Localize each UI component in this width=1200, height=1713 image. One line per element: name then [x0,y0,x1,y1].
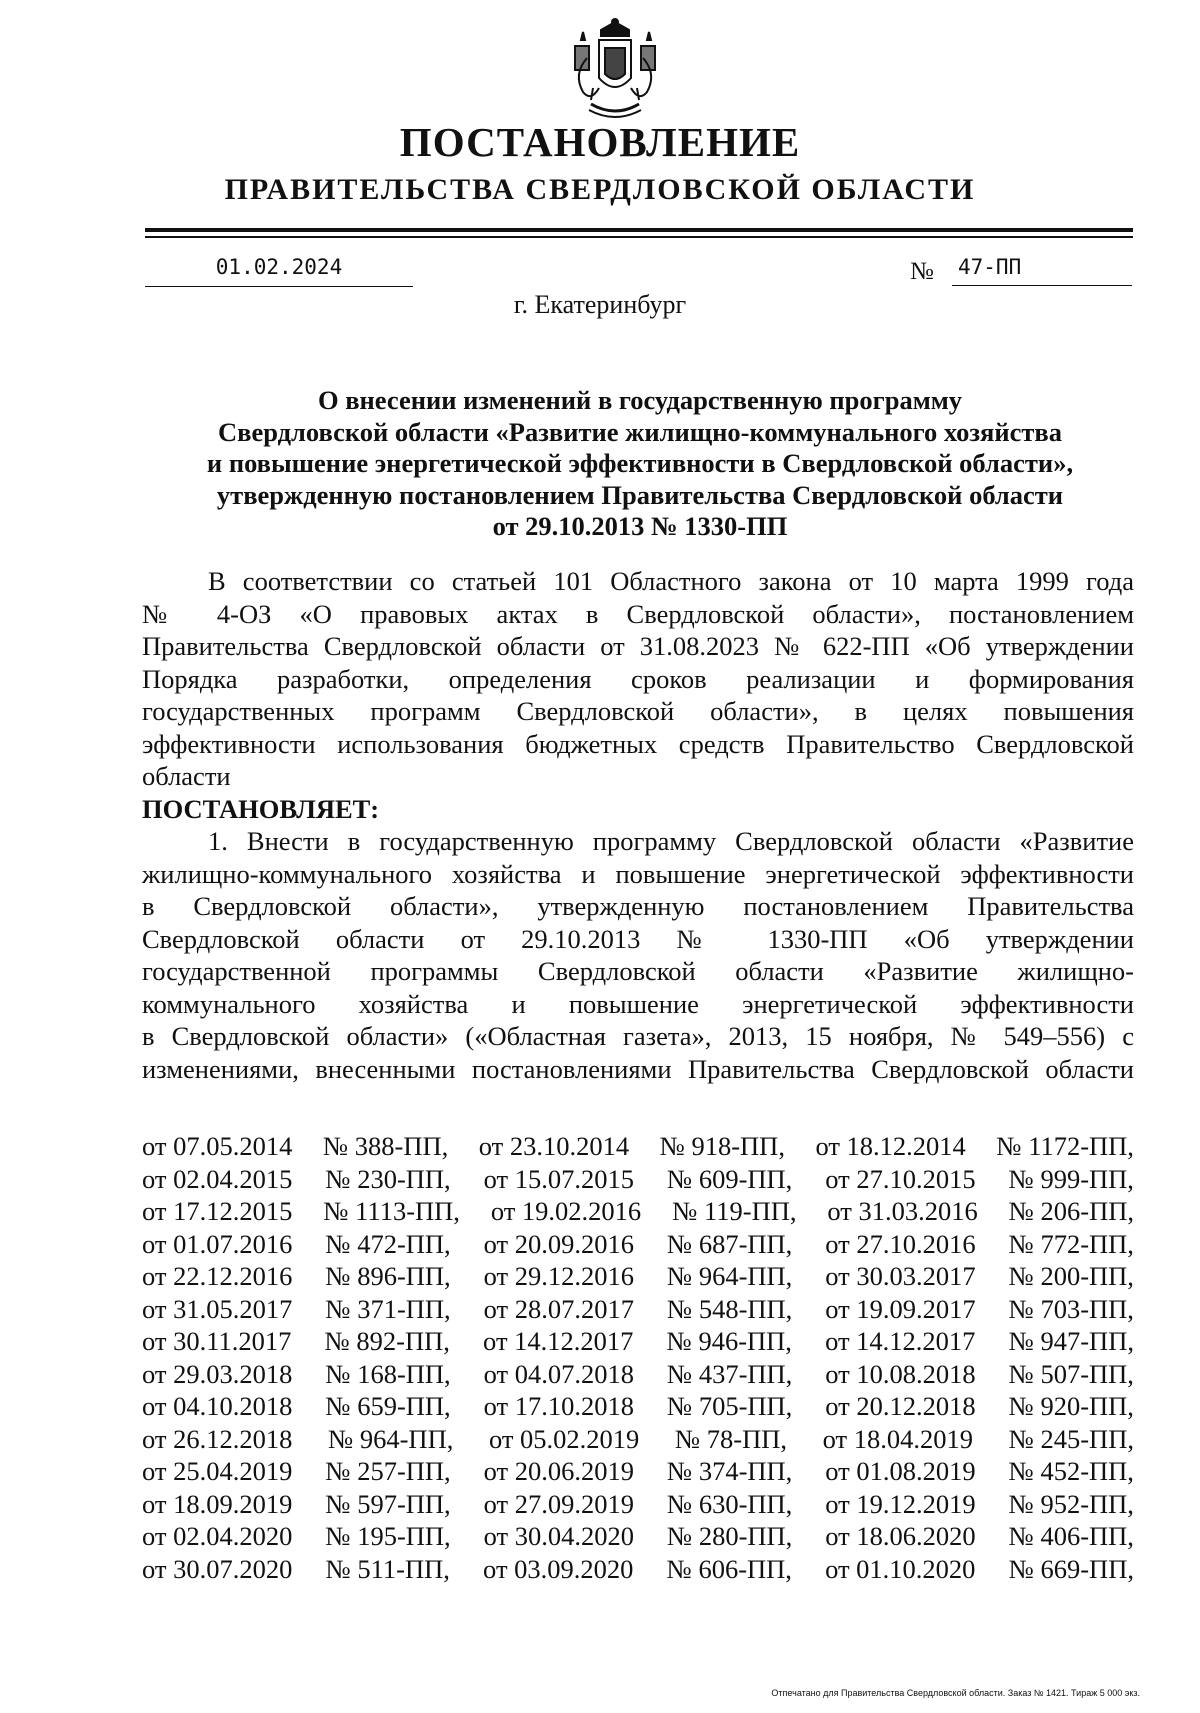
amendment-row [142,1358,1134,1391]
amendment-row [142,1260,1134,1293]
preamble-line: В соответствии со статьей 101 Областного закона от 10 марта 1999 года [208,566,1134,596]
amendment-row [142,1163,1134,1196]
number-sign: № [910,258,934,285]
amendment-number: № 952-ПП, [1008,1488,1134,1519]
amendment-number: № 892-ПП, [324,1326,450,1356]
preamble-line: № 4-ОЗ «О правовых актах в Свердловской области», постановлением [142,598,1134,629]
document-date: 01.02.2024 [145,250,413,287]
amendment-number: № 659-ПП, [325,1391,451,1421]
preamble-line: Порядка разработки, определения сроков реализации и формирования [142,663,1134,694]
amendment-date: от 19.12.2019 [825,1488,976,1519]
amendment-number: № 280-ПП, [666,1521,793,1551]
amendment-number: № 371-ПП, [325,1293,451,1324]
amendment-number: № 920-ПП, [1008,1391,1134,1421]
amendment-number: № 772-ПП, [1008,1228,1134,1259]
item1-line: государственной программы Свердловской области «Развитие жилищно- [142,956,1134,986]
amendment-date: от 20.12.2018 [825,1391,976,1421]
amendment-date: от 19.09.2017 [825,1293,976,1324]
amendment-date: от 04.07.2018 [483,1358,634,1389]
amendment-row [142,1325,1134,1358]
document-number: 47-ПП [952,250,1132,286]
amendment-number: № 947-ПП, [1008,1326,1134,1356]
amendment-date: от 28.07.2017 [483,1293,634,1324]
amendment-date: от 18.04.2019 [822,1423,973,1454]
amendment-number: № 195-ПП, [325,1521,451,1551]
amendment-row [142,1488,1134,1521]
item1-line: жилищно-коммунального хозяйства и повышение энергетической эффективности [142,858,1134,889]
amendment-number: № 918-ПП, [659,1131,785,1161]
amendment-date: от 18.06.2020 [825,1521,976,1551]
preamble-line: государственных программ Свердловской области», в целях повышения [142,696,1134,726]
amendment-date: от 17.12.2015 [142,1196,293,1226]
amendment-number: № 606-ПП, [666,1553,792,1584]
amendment-date: от 26.12.2018 [142,1423,293,1454]
item1-line: в Свердловской области» («Областная газета», 2013, 15 ноября, № 549–556) с [142,1021,1134,1051]
amendment-number: № 78-ПП, [674,1423,788,1454]
amendment-date: от 27.10.2015 [825,1163,976,1194]
amendment-row [142,1553,1134,1586]
amendment-number: № 452-ПП, [1008,1456,1134,1486]
amendment-number: № 964-ПП, [666,1261,793,1291]
resolves-heading: ПОСТАНОВЛЯЕТ: [142,793,380,824]
header-divider-thick [145,228,1133,232]
amendment-number: № 206-ПП, [1008,1196,1134,1226]
amendment-number: № 1172-ПП, [996,1131,1134,1161]
amendment-number: № 230-ПП, [325,1163,451,1194]
amendment-date: от 01.07.2016 [142,1228,293,1259]
amendment-date: от 27.10.2016 [825,1228,976,1259]
amendment-row [142,1195,1134,1228]
amendment-number: № 257-ПП, [325,1456,451,1486]
amendment-date: от 04.10.2018 [142,1391,293,1421]
amendment-date: от 02.04.2020 [142,1521,293,1551]
header-divider-thin [145,236,1133,238]
amendment-number: № 548-ПП, [666,1293,793,1324]
amendment-number: № 200-ПП, [1008,1261,1134,1291]
amendments-list [142,1130,1134,1585]
amendment-date: от 14.12.2017 [483,1326,634,1356]
amendment-number: № 472-ПП, [325,1228,451,1259]
amendment-date: от 19.02.2016 [490,1196,642,1226]
amendment-date: от 27.09.2019 [483,1488,634,1519]
amendment-date: от 15.07.2015 [483,1163,634,1194]
amendment-number: № 946-ПП, [666,1326,792,1356]
issuing-city: г. Екатеринбург [513,290,687,319]
amendment-number: № 609-ПП, [666,1163,793,1194]
amendment-number: № 406-ПП, [1008,1521,1134,1551]
item1-line: в Свердловской области», утвержденную постановлением Правительства [142,891,1134,921]
amendment-row [142,1390,1134,1423]
amendment-row [142,1293,1134,1326]
amendment-row [142,1520,1134,1553]
amendment-row [142,1423,1134,1456]
amendment-date: от 18.12.2014 [815,1131,966,1161]
amendment-number: № 669-ПП, [1008,1553,1134,1584]
amendment-date: от 31.05.2017 [142,1293,293,1324]
amendment-number: № 168-ПП, [325,1358,451,1389]
amendment-number: № 388-ПП, [322,1131,449,1161]
amendment-date: от 30.11.2017 [142,1326,292,1356]
title-line: Свердловской области «Развитие жилищно-коммунального хозяйства [218,416,1062,447]
amendment-date: от 29.12.2016 [483,1261,634,1291]
amendment-date: от 30.07.2020 [142,1553,293,1584]
amendment-date: от 03.09.2020 [483,1553,634,1584]
amendment-row [142,1130,1134,1163]
item1-line: коммунального хозяйства и повышение энергетической эффективности [142,988,1134,1019]
amendment-number: № 964-ПП, [327,1423,454,1454]
document-type-heading: ПОСТАНОВЛЕНИЕ [399,119,801,165]
amendment-row [142,1228,1134,1261]
amendment-number: № 703-ПП, [1008,1293,1134,1324]
preamble-line: Правительства Свердловской области от 31.08.2023 № 622-ПП «Об утверждении [142,631,1134,661]
print-footer: Отпечатано для Правительства Свердловской области. Заказ № 1421. Тираж 5 000 экз. [771,1688,1140,1698]
amendment-number: № 374-ПП, [666,1456,793,1486]
amendment-number: № 999-ПП, [1008,1163,1134,1194]
amendment-number: № 1113-ПП, [323,1196,460,1226]
amendment-number: № 896-ПП, [325,1261,451,1291]
amendment-number: № 597-ПП, [325,1488,451,1519]
preamble-line: эффективности использования бюджетных средств Правительство Свердловской [142,728,1134,759]
amendment-date: от 20.09.2016 [483,1228,634,1259]
title-line: и повышение энергетической эффективности в Свердловской области», [206,448,1074,478]
preamble-line: области [142,761,231,791]
amendment-date: от 25.04.2019 [142,1456,293,1486]
amendment-number: № 507-ПП, [1008,1358,1134,1389]
amendment-number: № 511-ПП, [325,1553,450,1584]
amendment-number: № 437-ПП, [666,1358,793,1389]
document-subject-title [170,385,1110,543]
amendment-date: от 23.10.2014 [478,1131,630,1161]
amendment-number: № 687-ПП, [666,1228,793,1259]
amendment-date: от 05.02.2019 [488,1423,640,1454]
title-line: от 29.10.2013 № 1330-ПП [492,511,788,541]
item1-line: 1. Внести в государственную программу Свердловской области «Развитие [208,826,1134,856]
amendment-number: № 119-ПП, [672,1196,797,1226]
amendment-date: от 18.09.2019 [142,1488,293,1519]
issuing-authority-heading: ПРАВИТЕЛЬСТВА СВЕРДЛОВСКОЙ ОБЛАСТИ [224,173,976,206]
amendment-number: № 705-ПП, [666,1391,793,1421]
amendment-date: от 30.04.2020 [483,1521,634,1551]
amendment-date: от 07.05.2014 [142,1131,293,1161]
amendment-date: от 30.03.2017 [825,1261,976,1291]
amendment-row [142,1455,1134,1488]
amendment-date: от 01.10.2020 [825,1553,976,1584]
amendment-date: от 02.04.2015 [142,1163,293,1194]
coat-of-arms-emblem [561,18,669,126]
title-line: утвержденную постановлением Правительства Свердловской области [216,479,1064,510]
amendment-date: от 17.10.2018 [483,1391,634,1421]
amendment-date: от 31.03.2016 [827,1196,978,1226]
item1-line: изменениями, внесенными постановлениями Правительства Свердловской области [142,1053,1134,1084]
amendment-date: от 01.08.2019 [825,1456,976,1486]
title-line: О внесении изменений в государственную программу [317,385,963,415]
amendment-number: № 630-ПП, [666,1488,793,1519]
preamble-paragraph [142,565,1134,1085]
amendment-date: от 22.12.2016 [142,1261,293,1291]
amendment-date: от 10.08.2018 [825,1358,976,1389]
amendment-number: № 245-ПП, [1008,1423,1134,1454]
amendment-date: от 20.06.2019 [483,1456,634,1486]
amendment-date: от 14.12.2017 [825,1326,976,1356]
item1-line: Свердловской области от 29.10.2013 № 1330-ПП «Об утверждении [142,923,1134,954]
amendment-date: от 29.03.2018 [142,1358,293,1389]
